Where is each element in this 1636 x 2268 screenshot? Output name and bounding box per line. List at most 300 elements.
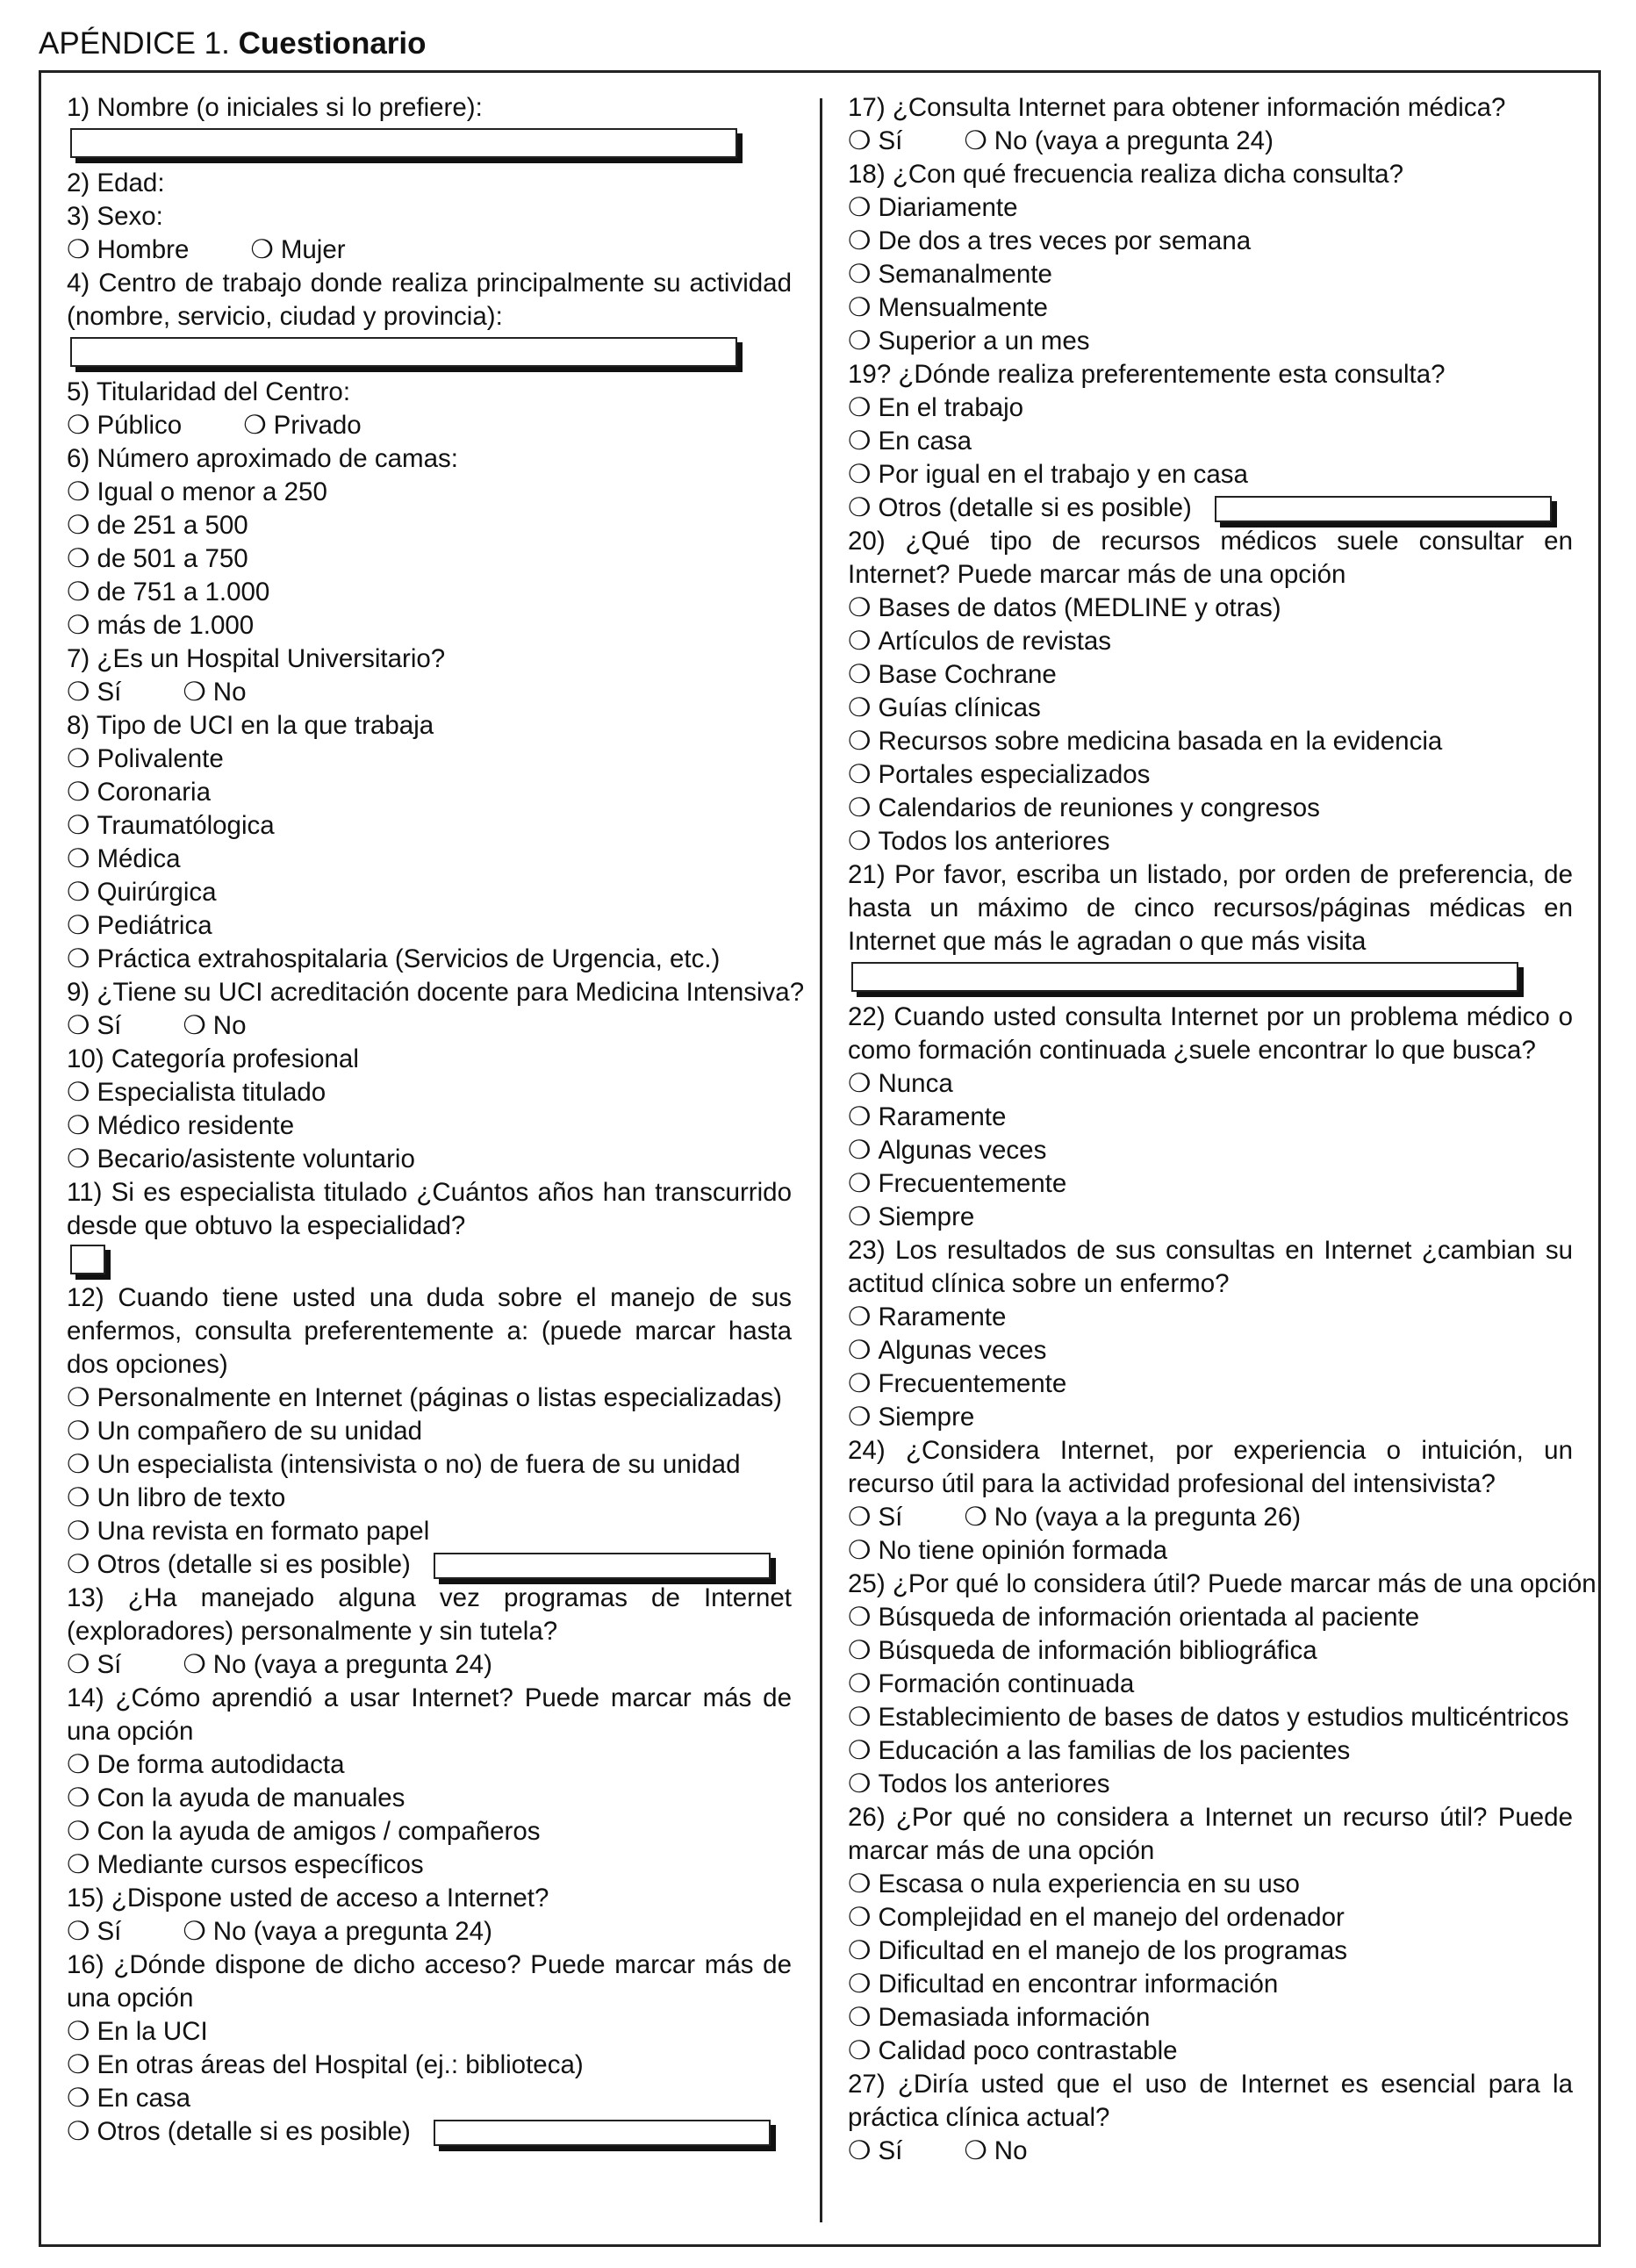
radio-circle-icon[interactable]: ❍ bbox=[67, 944, 90, 973]
radio-option[interactable] bbox=[848, 1301, 1006, 1334]
question-text: 12) Cuando tiene usted una duda sobre el manejo de sus enfermos, consulta preferentemente a: (puede marcar hasta dos opciones) bbox=[67, 1283, 792, 1379]
radio-circle-icon[interactable]: ❍ bbox=[67, 511, 90, 540]
radio-option[interactable] bbox=[848, 725, 1442, 758]
option-label: Público bbox=[97, 411, 183, 440]
option-row bbox=[848, 758, 1573, 792]
radio-circle-icon[interactable]: ❍ bbox=[67, 611, 90, 640]
radio-circle-icon[interactable]: ❍ bbox=[67, 2050, 90, 2079]
option-label: Un especialista (intensivista o no) de fuera de su unidad bbox=[97, 1450, 741, 1479]
radio-option[interactable] bbox=[67, 1782, 405, 1815]
radio-option[interactable] bbox=[848, 792, 1320, 825]
radio-circle-icon[interactable]: ❍ bbox=[848, 1636, 872, 1665]
radio-circle-icon[interactable]: ❍ bbox=[848, 1669, 872, 1698]
radio-circle-icon[interactable]: ❍ bbox=[67, 844, 90, 873]
radio-option[interactable] bbox=[848, 1601, 1419, 1634]
radio-option[interactable] bbox=[848, 592, 1281, 625]
radio-option[interactable] bbox=[67, 233, 189, 267]
radio-circle-icon[interactable]: ❍ bbox=[848, 1603, 872, 1632]
radio-option[interactable] bbox=[183, 1648, 492, 1682]
option-label: No (vaya a la pregunta 26) bbox=[994, 1503, 1302, 1532]
radio-option[interactable] bbox=[67, 843, 181, 876]
radio-option[interactable] bbox=[848, 291, 1048, 325]
question-text: 13) ¿Ha manejado alguna vez programas de Internet (exploradores) personalmente y sin tutela? bbox=[67, 1583, 792, 1646]
radio-option[interactable] bbox=[67, 1548, 411, 1582]
option-label: Dificultad en encontrar información bbox=[878, 1970, 1279, 1999]
option-row bbox=[67, 1548, 792, 1582]
radio-option[interactable] bbox=[67, 542, 248, 576]
option-row bbox=[67, 1109, 792, 1143]
option-row bbox=[848, 825, 1573, 858]
radio-circle-icon[interactable]: ❍ bbox=[848, 1102, 872, 1131]
radio-circle-icon[interactable]: ❍ bbox=[848, 293, 872, 322]
option-row bbox=[848, 1367, 1573, 1401]
radio-option[interactable] bbox=[183, 1009, 246, 1043]
option-row bbox=[848, 2035, 1573, 2068]
radio-circle-icon[interactable]: ❍ bbox=[67, 778, 90, 807]
option-label: Base Cochrane bbox=[878, 660, 1057, 689]
radio-option[interactable] bbox=[848, 1934, 1347, 1968]
radio-circle-icon[interactable]: ❍ bbox=[848, 1336, 872, 1365]
option-label: Complejidad en el manejo del ordenador bbox=[878, 1903, 1345, 1932]
question-text: 7) ¿Es un Hospital Universitario? bbox=[67, 644, 446, 673]
option-row bbox=[67, 233, 792, 267]
option-row bbox=[848, 1534, 1573, 1568]
option-label: Siempre bbox=[878, 1403, 975, 1432]
answer-row bbox=[67, 334, 792, 376]
radio-option[interactable] bbox=[848, 1534, 1167, 1568]
option-label: En otras áreas del Hospital (ej.: biblioteca) bbox=[97, 2050, 584, 2079]
question-text: 14) ¿Cómo aprendió a usar Internet? Puede marcar más de una opción bbox=[67, 1683, 792, 1746]
option-row bbox=[67, 1448, 792, 1482]
radio-circle-icon[interactable]: ❍ bbox=[848, 226, 872, 255]
radio-option[interactable] bbox=[848, 1668, 1134, 1701]
radio-circle-icon[interactable]: ❍ bbox=[848, 793, 872, 822]
radio-circle-icon[interactable]: ❍ bbox=[183, 1650, 206, 1679]
question-text: 10) Categoría profesional bbox=[67, 1044, 359, 1073]
question-text: 26) ¿Por qué no considera a Internet un recurso útil? Puede marcar más de una opción bbox=[848, 1803, 1573, 1865]
radio-option[interactable] bbox=[848, 1501, 902, 1534]
radio-option[interactable] bbox=[848, 2035, 1178, 2068]
radio-circle-icon[interactable]: ❍ bbox=[848, 493, 872, 522]
radio-circle-icon[interactable]: ❍ bbox=[67, 477, 90, 506]
header-prefix: APÉNDICE 1. bbox=[39, 26, 230, 61]
radio-circle-icon[interactable]: ❍ bbox=[67, 2084, 90, 2113]
radio-circle-icon[interactable]: ❍ bbox=[67, 235, 90, 264]
radio-circle-icon[interactable]: ❍ bbox=[848, 193, 872, 222]
option-row bbox=[67, 1815, 792, 1848]
option-row bbox=[848, 258, 1573, 291]
option-label: Una revista en formato papel bbox=[97, 1517, 430, 1546]
option-label: Hombre bbox=[97, 235, 190, 264]
radio-option[interactable] bbox=[848, 2135, 902, 2168]
option-label: Sí bbox=[878, 126, 903, 155]
radio-circle-icon[interactable]: ❍ bbox=[67, 911, 90, 940]
option-label: Semanalmente bbox=[878, 260, 1052, 289]
option-row bbox=[848, 191, 1573, 225]
question-text: 5) Titularidad del Centro: bbox=[67, 377, 351, 406]
option-label: Búsqueda de información orientada al paciente bbox=[878, 1603, 1420, 1632]
option-row bbox=[67, 1076, 792, 1109]
option-row bbox=[848, 1734, 1573, 1768]
option-label: En la UCI bbox=[97, 2017, 208, 2046]
option-label: Bases de datos (MEDLINE y otras) bbox=[878, 593, 1281, 622]
radio-option[interactable] bbox=[183, 1915, 492, 1949]
radio-circle-icon[interactable]: ❍ bbox=[964, 1503, 987, 1532]
radio-option[interactable] bbox=[848, 1968, 1278, 2001]
option-label: Coronaria bbox=[97, 778, 211, 807]
option-row bbox=[848, 291, 1573, 325]
radio-circle-icon[interactable]: ❍ bbox=[67, 1145, 90, 1173]
option-row bbox=[848, 1401, 1573, 1434]
radio-circle-icon[interactable]: ❍ bbox=[183, 678, 206, 707]
radio-circle-icon[interactable]: ❍ bbox=[848, 1703, 872, 1732]
option-row bbox=[848, 1934, 1573, 1968]
radio-option[interactable] bbox=[848, 1367, 1066, 1401]
option-label: Polivalente bbox=[97, 744, 224, 773]
radio-option[interactable] bbox=[848, 1334, 1046, 1367]
radio-option[interactable] bbox=[848, 1734, 1350, 1768]
radio-circle-icon[interactable]: ❍ bbox=[67, 1417, 90, 1446]
option-label: Frecuentemente bbox=[878, 1369, 1067, 1398]
answer-input-field[interactable] bbox=[70, 337, 737, 367]
option-label: Dificultad en el manejo de los programas bbox=[878, 1936, 1348, 1965]
radio-circle-icon[interactable]: ❍ bbox=[848, 1403, 872, 1432]
option-label: Especialista titulado bbox=[97, 1078, 326, 1107]
option-row bbox=[67, 776, 792, 809]
years-input-box[interactable] bbox=[70, 1245, 105, 1274]
radio-option[interactable] bbox=[67, 2115, 411, 2149]
detail-input-field[interactable] bbox=[434, 2120, 771, 2146]
radio-option[interactable] bbox=[67, 1815, 541, 1848]
radio-circle-icon[interactable]: ❍ bbox=[848, 1903, 872, 1932]
question-text: 9) ¿Tiene su UCI acreditación docente para Medicina Intensiva? bbox=[67, 978, 805, 1007]
option-row bbox=[67, 542, 792, 576]
option-row bbox=[848, 1334, 1573, 1367]
radio-circle-icon[interactable]: ❍ bbox=[848, 1736, 872, 1765]
radio-circle-icon[interactable]: ❍ bbox=[67, 1111, 90, 1140]
radio-circle-icon[interactable]: ❍ bbox=[67, 1078, 90, 1107]
radio-option[interactable] bbox=[848, 658, 1057, 692]
radio-option[interactable] bbox=[67, 676, 121, 709]
option-row bbox=[67, 609, 792, 642]
radio-option[interactable] bbox=[848, 1401, 974, 1434]
radio-circle-icon[interactable]: ❍ bbox=[964, 2136, 987, 2165]
option-row bbox=[848, 692, 1573, 725]
radio-option[interactable] bbox=[848, 191, 1018, 225]
radio-circle-icon[interactable]: ❍ bbox=[848, 327, 872, 355]
radio-option[interactable] bbox=[67, 576, 269, 609]
radio-circle-icon[interactable]: ❍ bbox=[243, 411, 267, 440]
radio-option[interactable] bbox=[848, 1701, 1569, 1734]
option-label: Otros (detalle si es posible) bbox=[97, 2117, 411, 2146]
radio-option[interactable] bbox=[67, 909, 212, 943]
radio-circle-icon[interactable]: ❍ bbox=[67, 1450, 90, 1479]
radio-option[interactable] bbox=[67, 876, 217, 909]
radio-circle-icon[interactable]: ❍ bbox=[67, 1650, 90, 1679]
option-row bbox=[67, 1515, 792, 1548]
radio-option[interactable] bbox=[848, 1634, 1317, 1668]
radio-option[interactable] bbox=[67, 1415, 422, 1448]
radio-circle-icon[interactable]: ❍ bbox=[67, 878, 90, 907]
radio-circle-icon[interactable]: ❍ bbox=[67, 1483, 90, 1512]
radio-circle-icon[interactable]: ❍ bbox=[67, 1750, 90, 1779]
radio-circle-icon[interactable]: ❍ bbox=[848, 2003, 872, 2032]
option-row bbox=[67, 576, 792, 609]
option-label: Becario/asistente voluntario bbox=[97, 1145, 415, 1173]
radio-circle-icon[interactable]: ❍ bbox=[250, 235, 274, 264]
option-label: No bbox=[212, 678, 247, 707]
radio-circle-icon[interactable]: ❍ bbox=[183, 1011, 206, 1040]
answer-row bbox=[848, 958, 1573, 1001]
question-text: 11) Si es especialista titulado ¿Cuántos años han transcurrido desde que obtuvo la especialidad? bbox=[67, 1178, 792, 1240]
radio-option[interactable] bbox=[67, 1143, 415, 1176]
option-row bbox=[848, 1634, 1573, 1668]
radio-option[interactable] bbox=[67, 2015, 208, 2049]
radio-option[interactable] bbox=[848, 758, 1150, 792]
option-row bbox=[848, 391, 1573, 425]
right-column bbox=[848, 91, 1597, 2168]
option-row bbox=[848, 1868, 1573, 1901]
radio-circle-icon[interactable]: ❍ bbox=[848, 2136, 872, 2165]
option-row bbox=[848, 1167, 1573, 1201]
option-label: Personalmente en Internet (páginas o listas especializadas) bbox=[97, 1383, 783, 1412]
option-label: Educación a las familias de los pacientes bbox=[878, 1736, 1351, 1765]
option-row bbox=[848, 325, 1573, 358]
radio-circle-icon[interactable]: ❍ bbox=[964, 126, 987, 155]
radio-circle-icon[interactable]: ❍ bbox=[848, 593, 872, 622]
radio-option[interactable] bbox=[67, 809, 275, 843]
radio-option[interactable] bbox=[848, 825, 1109, 858]
radio-circle-icon[interactable]: ❍ bbox=[183, 1917, 206, 1946]
option-label: Demasiada información bbox=[878, 2003, 1151, 2032]
option-label: No bbox=[994, 2136, 1028, 2165]
question-text: 4) Centro de trabajo donde realiza principalmente su actividad (nombre, servicio, ciudad y provincia): bbox=[67, 269, 792, 331]
option-label: Frecuentemente bbox=[878, 1169, 1067, 1198]
answer-input-field[interactable] bbox=[851, 962, 1518, 992]
radio-option[interactable] bbox=[848, 1134, 1046, 1167]
option-label: Un libro de texto bbox=[97, 1483, 286, 1512]
radio-circle-icon[interactable]: ❍ bbox=[67, 1917, 90, 1946]
radio-option[interactable] bbox=[67, 476, 327, 509]
option-row bbox=[848, 1067, 1573, 1101]
radio-option[interactable] bbox=[67, 1076, 326, 1109]
radio-circle-icon[interactable]: ❍ bbox=[67, 1784, 90, 1812]
radio-option[interactable] bbox=[848, 1868, 1300, 1901]
radio-circle-icon[interactable]: ❍ bbox=[67, 1011, 90, 1040]
radio-option[interactable] bbox=[67, 1915, 121, 1949]
radio-circle-icon[interactable]: ❍ bbox=[848, 727, 872, 756]
option-label: Escasa o nula experiencia en su uso bbox=[878, 1870, 1300, 1898]
radio-circle-icon[interactable]: ❍ bbox=[848, 460, 872, 489]
radio-option[interactable] bbox=[67, 1448, 740, 1482]
radio-circle-icon[interactable]: ❍ bbox=[848, 427, 872, 456]
radio-circle-icon[interactable]: ❍ bbox=[848, 1936, 872, 1965]
option-row bbox=[67, 743, 792, 776]
radio-option[interactable] bbox=[183, 676, 246, 709]
radio-option[interactable] bbox=[848, 1067, 953, 1101]
option-row bbox=[67, 1143, 792, 1176]
question-text: 23) Los resultados de sus consultas en Internet ¿cambian su actitud clínica sobre un enfermo? bbox=[848, 1236, 1573, 1298]
radio-circle-icon[interactable]: ❍ bbox=[848, 1169, 872, 1198]
radio-option[interactable] bbox=[67, 743, 224, 776]
option-label: de 751 a 1.000 bbox=[97, 578, 270, 606]
option-label: Raramente bbox=[878, 1303, 1007, 1331]
radio-option[interactable] bbox=[243, 409, 361, 442]
option-row bbox=[67, 1782, 792, 1815]
radio-option[interactable] bbox=[67, 943, 720, 976]
radio-circle-icon[interactable]: ❍ bbox=[848, 2036, 872, 2065]
radio-circle-icon[interactable]: ❍ bbox=[848, 1369, 872, 1398]
radio-option[interactable] bbox=[67, 409, 182, 442]
radio-option[interactable] bbox=[67, 1482, 285, 1515]
radio-option[interactable] bbox=[848, 625, 1111, 658]
radio-circle-icon[interactable]: ❍ bbox=[67, 1817, 90, 1846]
option-label: Otros (detalle si es posible) bbox=[878, 493, 1192, 522]
radio-circle-icon[interactable]: ❍ bbox=[67, 2117, 90, 2146]
radio-circle-icon[interactable]: ❍ bbox=[848, 1536, 872, 1565]
radio-circle-icon[interactable]: ❍ bbox=[848, 260, 872, 289]
radio-option[interactable] bbox=[250, 233, 345, 267]
radio-option[interactable] bbox=[67, 776, 211, 809]
radio-option[interactable] bbox=[67, 2082, 190, 2115]
radio-circle-icon[interactable]: ❍ bbox=[848, 760, 872, 789]
answer-row bbox=[67, 1243, 792, 1281]
option-row bbox=[67, 843, 792, 876]
option-row bbox=[67, 1748, 792, 1782]
radio-option[interactable] bbox=[848, 1901, 1345, 1934]
option-label: Superior a un mes bbox=[878, 327, 1090, 355]
radio-option[interactable] bbox=[848, 1201, 974, 1234]
option-label: Práctica extrahospitalaria (Servicios de Urgencia, etc.) bbox=[97, 944, 721, 973]
radio-option[interactable] bbox=[848, 458, 1248, 492]
option-row bbox=[848, 1201, 1573, 1234]
radio-circle-icon[interactable]: ❍ bbox=[67, 678, 90, 707]
radio-circle-icon[interactable]: ❍ bbox=[67, 1517, 90, 1546]
option-label: Pediátrica bbox=[97, 911, 212, 940]
radio-circle-icon[interactable]: ❍ bbox=[67, 411, 90, 440]
radio-circle-icon[interactable]: ❍ bbox=[67, 578, 90, 606]
radio-option[interactable] bbox=[964, 2135, 1027, 2168]
radio-option[interactable] bbox=[848, 425, 972, 458]
option-row bbox=[67, 1009, 792, 1043]
radio-circle-icon[interactable]: ❍ bbox=[67, 1550, 90, 1579]
radio-circle-icon[interactable]: ❍ bbox=[848, 827, 872, 856]
radio-option[interactable] bbox=[67, 1515, 429, 1548]
radio-option[interactable] bbox=[848, 2001, 1150, 2035]
option-row bbox=[848, 1134, 1573, 1167]
option-label: Portales especializados bbox=[878, 760, 1151, 789]
radio-option[interactable] bbox=[848, 325, 1090, 358]
radio-option[interactable] bbox=[848, 1101, 1006, 1134]
radio-circle-icon[interactable]: ❍ bbox=[848, 1136, 872, 1165]
radio-circle-icon[interactable]: ❍ bbox=[848, 393, 872, 422]
radio-option[interactable] bbox=[848, 258, 1052, 291]
radio-circle-icon[interactable]: ❍ bbox=[848, 1769, 872, 1798]
radio-option[interactable] bbox=[67, 509, 248, 542]
option-label: Nunca bbox=[878, 1069, 953, 1098]
radio-circle-icon[interactable]: ❍ bbox=[848, 1970, 872, 1999]
radio-option[interactable] bbox=[67, 2049, 584, 2082]
option-row bbox=[67, 676, 792, 709]
answer-row bbox=[67, 125, 792, 167]
radio-circle-icon[interactable]: ❍ bbox=[848, 660, 872, 689]
option-row bbox=[848, 1701, 1573, 1734]
radio-circle-icon[interactable]: ❍ bbox=[848, 1202, 872, 1231]
radio-option[interactable] bbox=[848, 225, 1251, 258]
option-label: De forma autodidacta bbox=[97, 1750, 345, 1779]
radio-option[interactable] bbox=[964, 125, 1274, 158]
radio-circle-icon[interactable]: ❍ bbox=[67, 1383, 90, 1412]
radio-option[interactable] bbox=[848, 1768, 1109, 1801]
answer-input-field[interactable] bbox=[70, 128, 737, 158]
radio-option[interactable] bbox=[848, 1167, 1066, 1201]
radio-option[interactable] bbox=[848, 125, 902, 158]
question-text: 17) ¿Consulta Internet para obtener información médica? bbox=[848, 93, 1506, 122]
option-row bbox=[67, 509, 792, 542]
radio-option[interactable] bbox=[67, 1382, 782, 1415]
option-label: Con la ayuda de manuales bbox=[97, 1784, 405, 1812]
question-text: 6) Número aproximado de camas: bbox=[67, 444, 458, 473]
option-label: Establecimiento de bases de datos y estudios multicéntricos bbox=[878, 1703, 1569, 1732]
radio-circle-icon[interactable]: ❍ bbox=[67, 744, 90, 773]
radio-option[interactable] bbox=[67, 1648, 121, 1682]
radio-circle-icon[interactable]: ❍ bbox=[848, 1503, 872, 1532]
option-row bbox=[67, 943, 792, 976]
radio-circle-icon[interactable]: ❍ bbox=[848, 1870, 872, 1898]
question-text: 16) ¿Dónde dispone de dicho acceso? Puede marcar más de una opción bbox=[67, 1950, 792, 2013]
radio-option[interactable] bbox=[848, 492, 1192, 525]
detail-input-field[interactable] bbox=[434, 1553, 771, 1579]
radio-circle-icon[interactable]: ❍ bbox=[67, 544, 90, 573]
radio-option[interactable] bbox=[67, 1109, 294, 1143]
radio-circle-icon[interactable]: ❍ bbox=[848, 693, 872, 722]
radio-circle-icon[interactable]: ❍ bbox=[848, 627, 872, 656]
option-row bbox=[848, 492, 1573, 525]
option-label: Con la ayuda de amigos / compañeros bbox=[97, 1817, 541, 1846]
option-label: Diariamente bbox=[878, 193, 1018, 222]
question-text: 25) ¿Por qué lo considera útil? Puede marcar más de una opción bbox=[848, 1569, 1597, 1598]
option-label: Mujer bbox=[280, 235, 346, 264]
radio-circle-icon[interactable]: ❍ bbox=[848, 1303, 872, 1331]
option-row bbox=[848, 225, 1573, 258]
radio-option[interactable] bbox=[67, 1009, 121, 1043]
option-label: Un compañero de su unidad bbox=[97, 1417, 423, 1446]
option-label: No bbox=[212, 1011, 247, 1040]
radio-option[interactable] bbox=[67, 1748, 345, 1782]
radio-circle-icon[interactable]: ❍ bbox=[67, 811, 90, 840]
option-row bbox=[848, 1501, 1573, 1534]
option-label: No tiene opinión formada bbox=[878, 1536, 1168, 1565]
radio-circle-icon[interactable]: ❍ bbox=[848, 126, 872, 155]
option-label: Algunas veces bbox=[878, 1136, 1047, 1165]
option-label: Sí bbox=[878, 2136, 903, 2165]
question-text: 20) ¿Qué tipo de recursos médicos suele consultar en Internet? Puede marcar más de una opción bbox=[848, 527, 1573, 589]
radio-option[interactable] bbox=[67, 1848, 424, 1882]
radio-option[interactable] bbox=[848, 391, 1023, 425]
option-row bbox=[848, 1301, 1573, 1334]
option-row bbox=[67, 1848, 792, 1882]
radio-circle-icon[interactable]: ❍ bbox=[848, 1069, 872, 1098]
radio-option[interactable] bbox=[67, 609, 254, 642]
detail-input-field[interactable] bbox=[1215, 496, 1552, 522]
radio-circle-icon[interactable]: ❍ bbox=[67, 1850, 90, 1879]
radio-option[interactable] bbox=[848, 692, 1041, 725]
option-label: Sí bbox=[97, 1011, 122, 1040]
radio-option[interactable] bbox=[964, 1501, 1301, 1534]
radio-circle-icon[interactable]: ❍ bbox=[67, 2017, 90, 2046]
header-title: Cuestionario bbox=[238, 26, 427, 61]
option-label: Por igual en el trabajo y en casa bbox=[878, 460, 1248, 489]
